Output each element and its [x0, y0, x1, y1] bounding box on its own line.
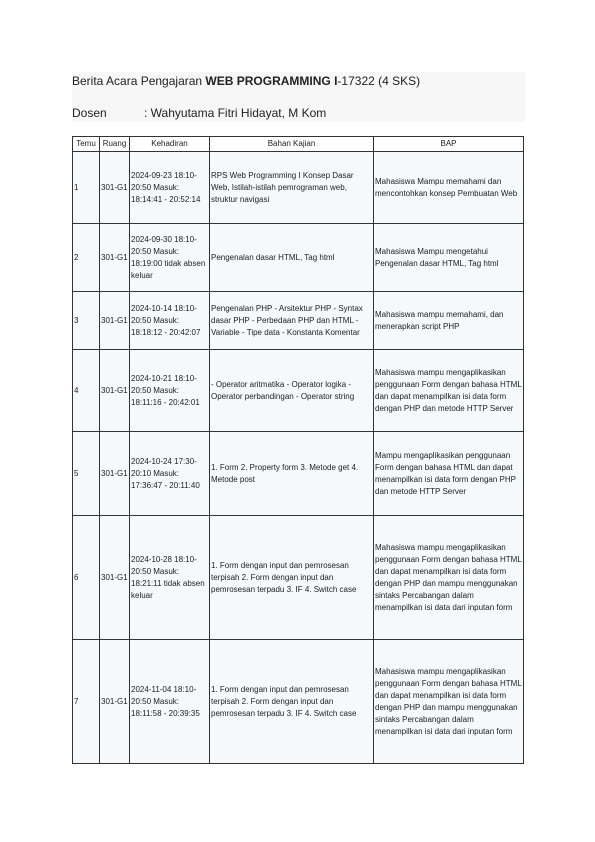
- cell-kehadiran: 2024-09-23 18:10-20:50 Masuk: 18:14:41 - 20:52:14: [130, 152, 210, 224]
- cell-kehadiran: 2024-11-04 18:10-20:50 Masuk: 18:11:58 - 20:39:35: [130, 640, 210, 764]
- lecturer-name: : Wahyutama Fitri Hidayat, M Kom: [144, 106, 327, 120]
- cell-bahan-kajian: 1. Form dengan input dan pemrosesan terpisah 2. Form dengan input dan pemrosesan terpadu 3. IF 4. Switch case: [210, 516, 374, 640]
- column-header-ruang: Ruang: [100, 137, 130, 152]
- course-name: WEB PROGRAMMING I: [205, 74, 338, 88]
- table-row: [73, 292, 524, 350]
- table-row: [73, 350, 524, 432]
- cell-temu: 3: [73, 292, 100, 350]
- cell-kehadiran: 2024-10-21 18:10-20:50 Masuk: 18:11:16 - 20:42:01: [130, 350, 210, 432]
- table-header-row: [73, 137, 524, 152]
- cell-bap: Mahasiswa Mampu mengetahui Pengenalan dasar HTML, Tag html: [374, 224, 524, 292]
- document-header: [72, 72, 525, 122]
- cell-ruang: 301-G1: [100, 292, 130, 350]
- cell-temu: 7: [73, 640, 100, 764]
- cell-ruang: 301-G1: [100, 152, 130, 224]
- table-row: [73, 516, 524, 640]
- lecturer-line: [72, 106, 326, 121]
- cell-bap: Mampu mengaplikasikan penggunaan Form dengan bahasa HTML dan dapat menampilkan isi data form dengan PHP dan metode HTTP Server: [374, 432, 524, 516]
- course-code: -17322 (4 SKS): [337, 74, 421, 88]
- column-header-kehadiran: Kehadiran: [130, 137, 210, 152]
- cell-temu: 5: [73, 432, 100, 516]
- cell-ruang: 301-G1: [100, 516, 130, 640]
- table-row: [73, 224, 524, 292]
- cell-bap: Mahasiswa mampu mengaplikasikan penggunaan Form dengan bahasa HTML dan dapat menampilkan isi data form dengan PHP dan mampu menggunakan sintaks Percabangan dalam menampilkan isi data dari inputan form: [374, 516, 524, 640]
- cell-temu: 6: [73, 516, 100, 640]
- cell-kehadiran: 2024-10-24 17:30-20:10 Masuk: 17:36:47 - 20:11:40: [130, 432, 210, 516]
- cell-ruang: 301-G1: [100, 432, 130, 516]
- attendance-table: [72, 136, 524, 764]
- cell-kehadiran: 2024-09-30 18:10-20:50 Masuk: 18:19:00 tidak absen keluar: [130, 224, 210, 292]
- cell-bap: Mahasiswa Mampu memahami dan mencontohkan konsep Pembuatan Web: [374, 152, 524, 224]
- column-header-temu: Temu: [73, 137, 100, 152]
- table-row: [73, 152, 524, 224]
- cell-bahan-kajian: - Operator aritmatika - Operator logika - Operator perbandingan - Operator string: [210, 350, 374, 432]
- cell-bahan-kajian: 1. Form dengan input dan pemrosesan terpisah 2. Form dengan input dan pemrosesan terpadu 3. IF 4. Switch case: [210, 640, 374, 764]
- cell-bahan-kajian: Pengenalan dasar HTML, Tag html: [210, 224, 374, 292]
- cell-ruang: 301-G1: [100, 640, 130, 764]
- cell-ruang: 301-G1: [100, 350, 130, 432]
- cell-bahan-kajian: Pengenalan PHP - Arsitektur PHP - Syntax dasar PHP - Perbedaan PHP dan HTML - Variable - Tipe data - Konstanta Komentar: [210, 292, 374, 350]
- column-header-bap: BAP: [374, 137, 524, 152]
- cell-bap: Mahasiswa mampu mengaplikasikan penggunaan Form dengan bahasa HTML dan dapat menampilkan isi data form dengan PHP dan mampu menggunakan sintaks Percabangan dalam menampilkan isi data dari inputan form: [374, 640, 524, 764]
- table-row: [73, 432, 524, 516]
- lecturer-label: Dosen: [72, 106, 107, 120]
- cell-temu: 2: [73, 224, 100, 292]
- cell-bahan-kajian: RPS Web Programming I Konsep Dasar Web, Istilah-istilah pemrograman web, struktur navigasi: [210, 152, 374, 224]
- cell-kehadiran: 2024-10-28 18:10-20:50 Masuk: 18:21:11 tidak absen keluar: [130, 516, 210, 640]
- cell-bahan-kajian: 1. Form 2. Property form 3. Metode get 4. Metode post: [210, 432, 374, 516]
- cell-kehadiran: 2024-10-14 18:10-20:50 Masuk: 18:18:12 - 20:42:07: [130, 292, 210, 350]
- title-prefix: Berita Acara Pengajaran: [72, 74, 206, 88]
- cell-temu: 1: [73, 152, 100, 224]
- page-title: [72, 74, 420, 89]
- table-row: [73, 640, 524, 764]
- cell-bap: Mahasiswa mampu memahami, dan menerapkan script PHP: [374, 292, 524, 350]
- cell-bap: Mahasiswa mampu mengaplikasikan penggunaan Form dengan bahasa HTML dan dapat menampilkan isi data form dengan PHP dan metode HTTP Server: [374, 350, 524, 432]
- cell-ruang: 301-G1: [100, 224, 130, 292]
- cell-temu: 4: [73, 350, 100, 432]
- column-header-bahan-kajian: Bahan Kajian: [210, 137, 374, 152]
